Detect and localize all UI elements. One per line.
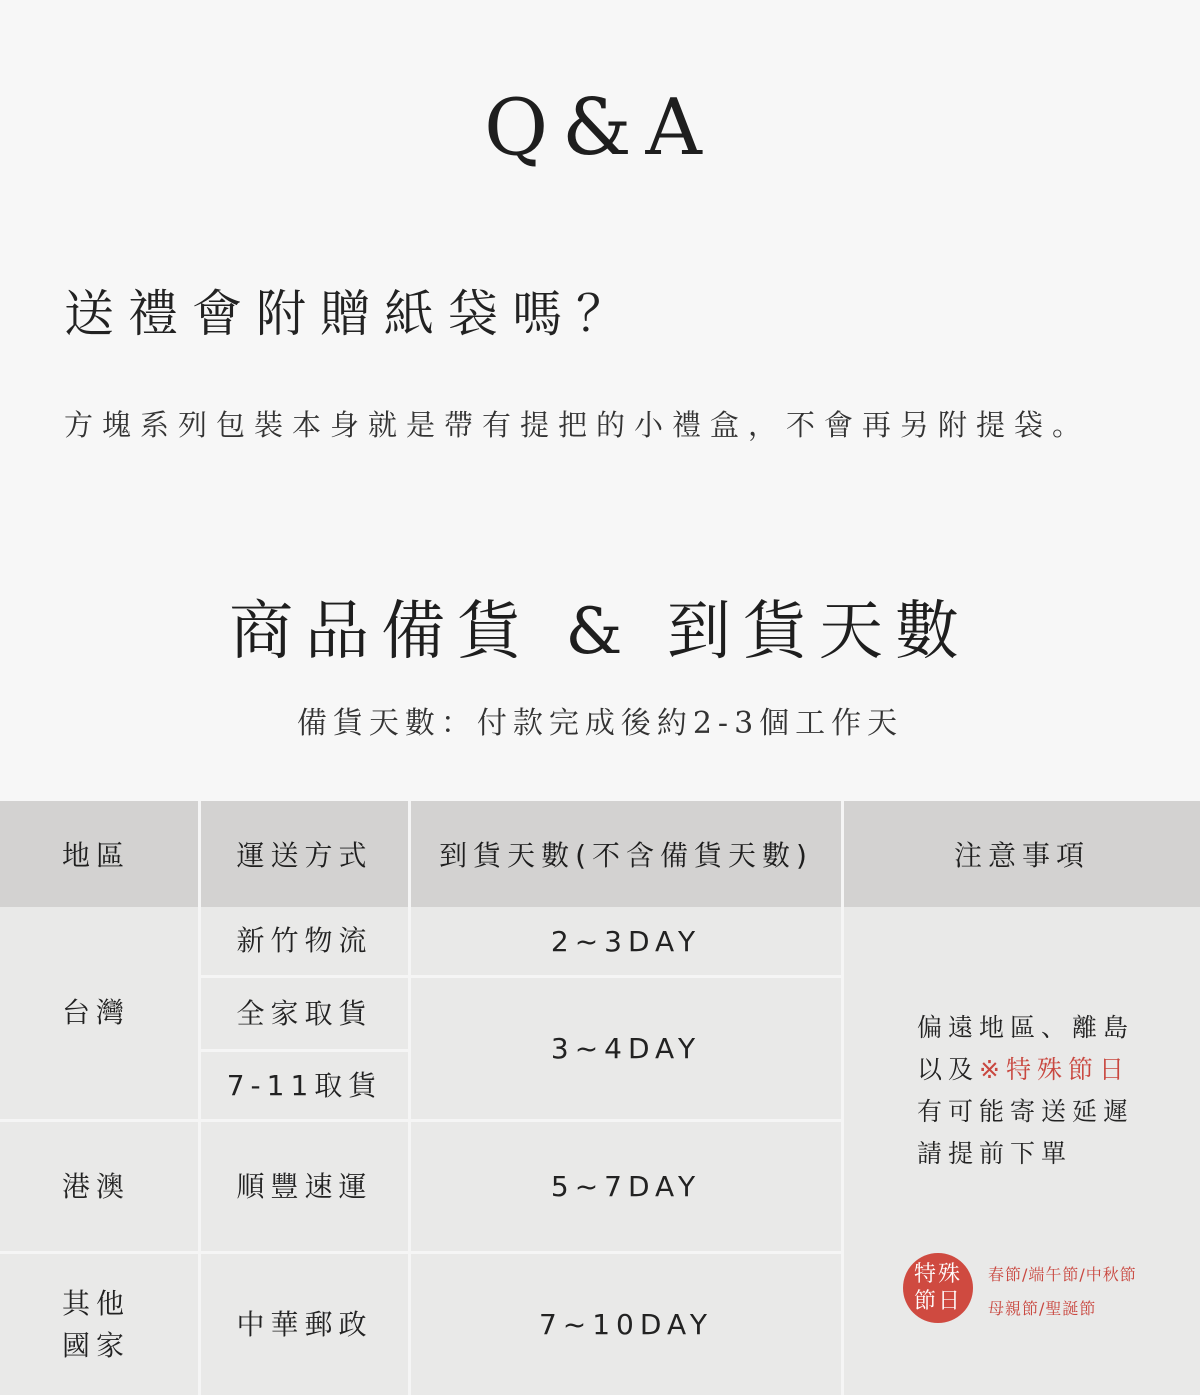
header-notes: 注意事項: [844, 801, 1200, 907]
holiday-list: [988, 1258, 1137, 1326]
prep-days-text: 備貨天數：付款完成後約2-3個工作天: [296, 706, 904, 741]
notes-line4: 請提前下單: [917, 1139, 1073, 1168]
badge-line1: 特殊: [913, 1262, 962, 1287]
days-chunghwa-post: 7~10DAY: [538, 1308, 714, 1341]
region-other-line2: 國家: [62, 1328, 131, 1362]
notes-line1: 偏遠地區、離島: [917, 1013, 1135, 1042]
method-familymart: 全家取貨: [236, 996, 373, 1030]
region-taiwan: 台灣: [62, 996, 131, 1029]
days-sf-express: 5~7DAY: [550, 1170, 702, 1203]
notes-line3: 有可能寄送延遲: [917, 1097, 1135, 1126]
header-method: 運送方式: [201, 801, 408, 907]
notes-line2: [917, 1049, 1134, 1091]
answer-text: 方塊系列包裝本身就是帶有提把的小禮盒，不會再另附提袋。: [64, 408, 1091, 442]
days-hsinchu: 2~3DAY: [550, 924, 702, 958]
region-other-countries: [0, 1254, 198, 1395]
qa-title: Q&A: [484, 83, 716, 173]
region-hk-macau: 港澳: [62, 1169, 131, 1203]
header-region: 地區: [0, 801, 198, 907]
notes-line2-prefix: 以及: [917, 1055, 980, 1084]
method-sf-express: 順豐速運: [236, 1169, 373, 1203]
method-chunghwa-post: 中華郵政: [236, 1307, 373, 1341]
special-holiday-badge: [903, 1253, 973, 1323]
days-convenience-store: 3~4DAY: [550, 1032, 702, 1065]
badge-line2: 節日: [913, 1289, 962, 1314]
header-delivery-days: 到貨天數(不含備貨天數): [411, 801, 841, 907]
holiday-list-line2: 母親節/聖誕節: [988, 1299, 1097, 1318]
holiday-list-line1: 春節/端午節/中秋節: [988, 1265, 1137, 1284]
method-hsinchu: 新竹物流: [236, 924, 373, 957]
question-heading: 送禮會附贈紙袋嗎？: [64, 285, 640, 343]
shipping-section-title: 商品備貨 & 到貨天數: [229, 595, 971, 669]
method-seven-eleven: 7-11取貨: [226, 1068, 383, 1102]
shipping-table: [0, 801, 1200, 1395]
shipping-notes: [917, 1007, 1134, 1175]
column-divider: [841, 801, 844, 1395]
region-other-line1: 其他: [62, 1286, 131, 1320]
notes-line2-highlight: ※特殊節日: [979, 1055, 1130, 1084]
